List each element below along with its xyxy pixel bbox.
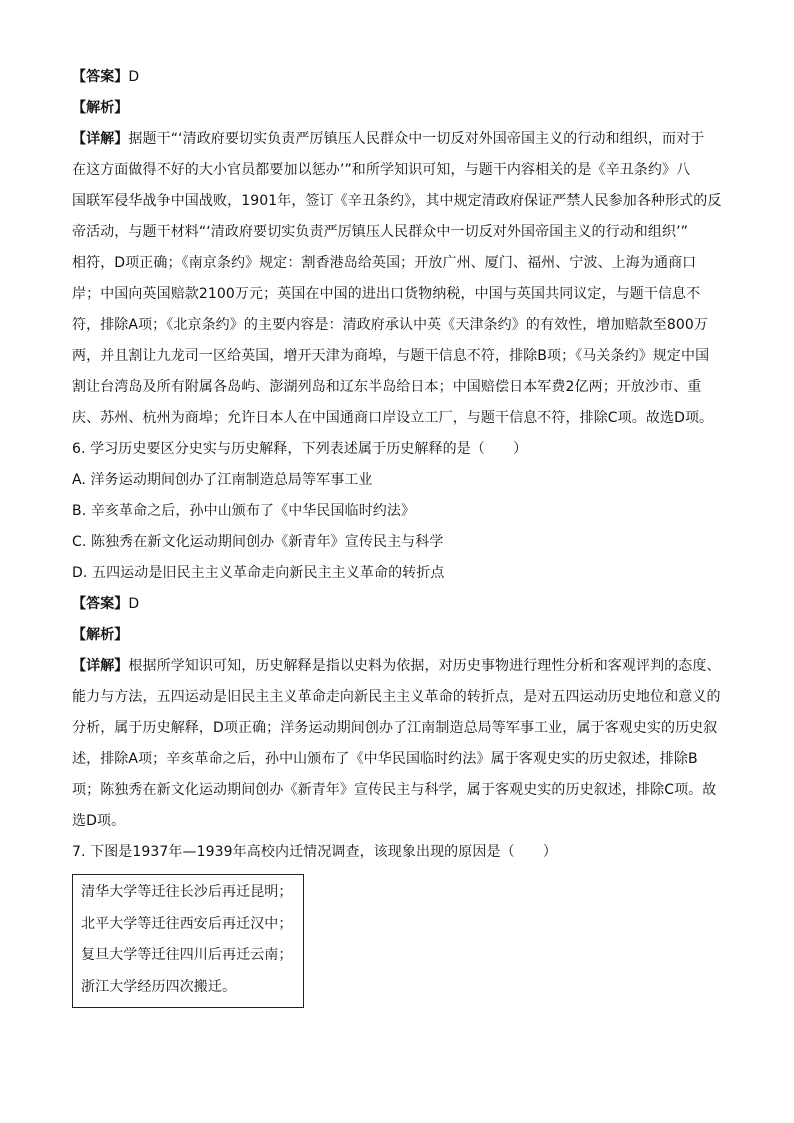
document-page <box>72 62 722 1008</box>
detail-tag: 【详解】 <box>72 131 129 147</box>
q6-detail-line: 选D项。 <box>72 813 126 829</box>
material-line: 清华大学等迁往长沙后再迁昆明； <box>81 884 293 900</box>
q6-stem: 6. 学习历史要区分史实与历史解释，下列表述属于历史解释的是（ ） <box>72 441 528 457</box>
q6-option-c: C. 陈独秀在新文化运动期间创办《新青年》宣传民主与科学 <box>72 534 444 550</box>
q5-detail-line <box>72 124 722 155</box>
q6-option-a: A. 洋务运动期间创办了江南制造总局等军事工业 <box>72 472 373 488</box>
q7-stem: 7. 下图是1937年—1939年高校内迁情况调查，该现象出现的原因是（ ） <box>72 844 557 860</box>
q6-detail-line: 分析，属于历史解释，D项正确；洋务运动期间创办了江南制造总局等军事工业，属于客观史实的历史叙 <box>72 720 718 736</box>
q5-detail-line: 割让台湾岛及所有附属各岛屿、澎湖列岛和辽东半岛给日本；中国赔偿日本军费2亿两；开放沙市、重 <box>72 379 702 395</box>
q6-detail-line: 项；陈独秀在新文化运动期间创办《新青年》宣传民主与科学，属于客观史实的历史叙述，排除C项。故 <box>72 782 717 798</box>
material-line: 复旦大学等迁往四川后再迁云南； <box>81 947 293 963</box>
q5-detail-line: 符，排除A项；《北京条约》的主要内容是：清政府承认中英《天津条约》的有效性，增加赔款至800万 <box>72 317 708 333</box>
q5-detail-line: 岸；中国向英国赔款2100万元；英国在中国的进出口货物纳税，中国与英国共同议定，与题干信息不 <box>72 286 701 302</box>
detail-tag: 【详解】 <box>72 658 129 674</box>
q5-detail-line: 庆、苏州、杭州为商埠；允许日本人在中国通商口岸设立工厂，与题干信息不符，排除C项。故选D项。 <box>72 410 714 426</box>
q6-detail-line: 述，排除A项；辛亥革命之后，孙中山颁布了《中华民国临时约法》属于客观史实的历史叙述，排除B <box>72 751 698 767</box>
q5-analysis-heading: 【解析】 <box>72 100 129 116</box>
material-line: 北平大学等迁往西安后再迁汉中； <box>81 915 293 932</box>
q6-analysis-heading: 【解析】 <box>72 627 129 643</box>
q5-detail-line: 相符，D项正确；《南京条约》规定：割香港岛给英国；开放广州、厦门、福州、宁波、上海为通商口 <box>72 255 697 271</box>
q5-detail-line: 两，并且割让九龙司一区给英国，增开天津为商埠，与题干信息不符，排除B项；《马关条约》规定中国 <box>72 348 710 364</box>
q5-answer-line <box>72 62 722 93</box>
q5-detail-line: 在这方面做得不好的大小官员都要加以惩办’”和所学知识可知，与题干内容相关的是《辛丑条约》八 <box>72 162 691 178</box>
q6-detail-line: 能力与方法，五四运动是旧民主主义革命走向新民主主义革命的转折点，是对五四运动历史地位和意义的 <box>72 689 721 705</box>
answer-value: D <box>128 69 140 85</box>
material-line: 浙江大学经历四次搬迁。 <box>81 978 237 995</box>
q5-detail-line: 帝活动，与题干材料“‘清政府要切实负责严厉镇压人民群众中一切反对外国帝国主义的行动和组织’” <box>72 224 689 240</box>
answer-tag: 【答案】 <box>72 596 129 612</box>
answer-tag: 【答案】 <box>72 69 129 85</box>
q6-answer-line <box>72 589 722 620</box>
q6-detail-line <box>72 651 722 682</box>
q6-option-d: D. 五四运动是旧民主主义革命走向新民主主义革命的转折点 <box>72 565 445 581</box>
q7-material-box <box>72 874 304 1008</box>
detail-text: 据题干“‘清政府要切实负责严厉镇压人民群众中一切反对外国帝国主义的行动和组织，而对于 <box>128 131 705 147</box>
q6-option-b: B. 辛亥革命之后，孙中山颁布了《中华民国临时约法》 <box>72 503 416 519</box>
q5-detail-line: 国联军侵华战争中国战败，1901年，签订《辛丑条约》，其中规定清政府保证严禁人民参加各种形式的反 <box>72 193 722 209</box>
detail-text: 根据所学知识可知，历史解释是指以史料为依据，对历史事物进行理性分析和客观评判的态度、 <box>128 658 721 674</box>
answer-value: D <box>128 596 140 612</box>
